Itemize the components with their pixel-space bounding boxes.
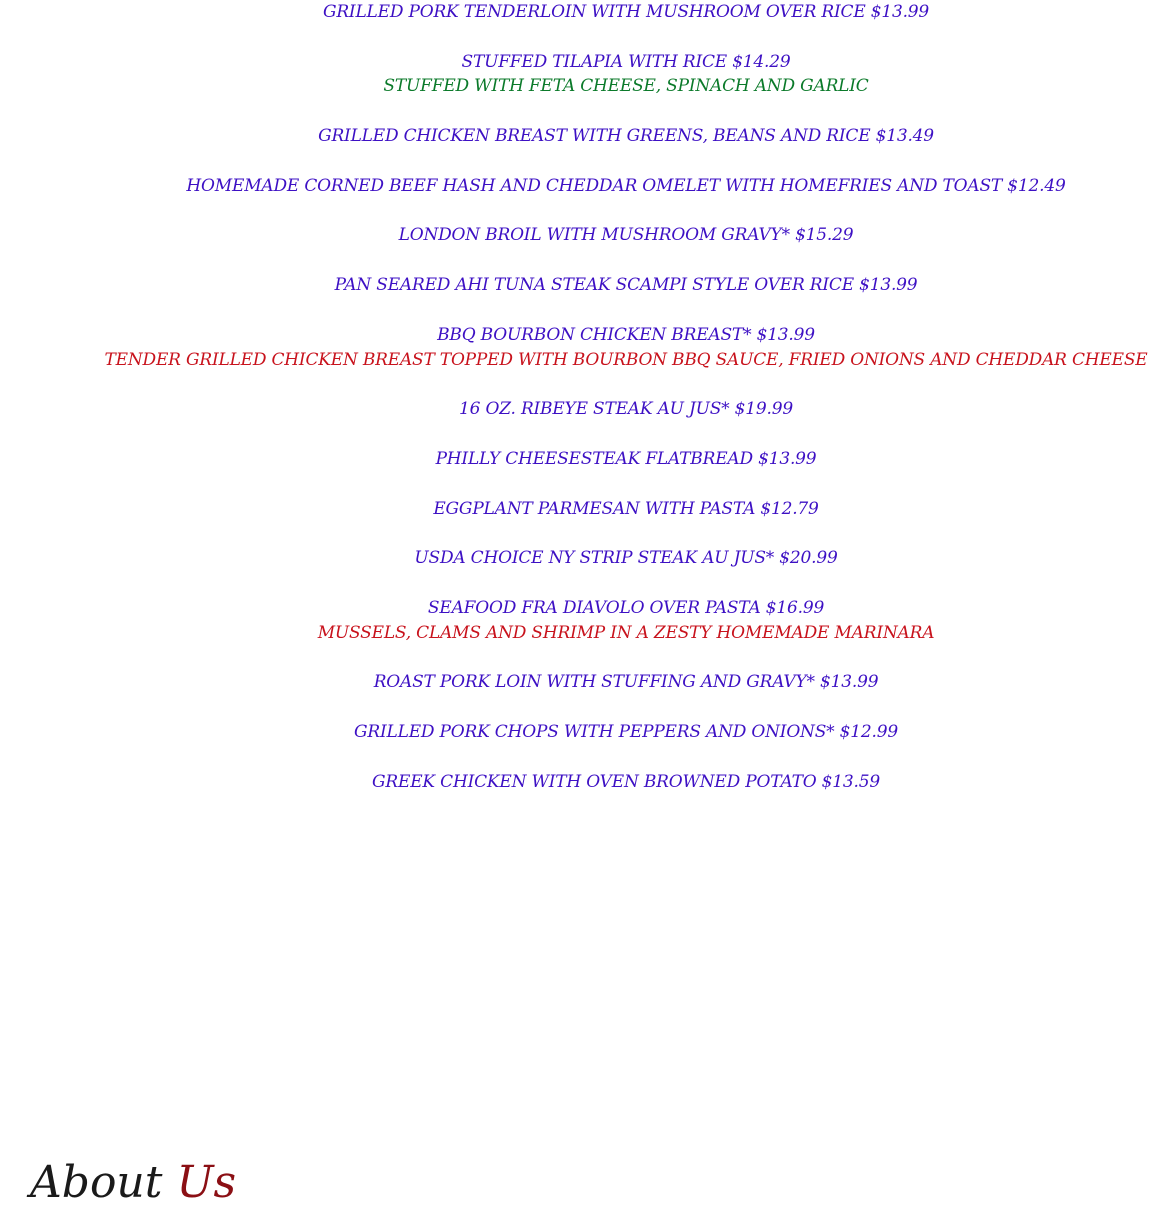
menu-item-title: HOMEMADE CORNED BEEF HASH AND CHEDDAR OMELET WITH HOMEFRIES AND TOAST $12.49 <box>186 176 1066 196</box>
menu-item-title: 16 OZ. RIBEYE STEAK AU JUS* $19.99 <box>459 399 793 419</box>
menu-item-title: GRILLED PORK TENDERLOIN WITH MUSHROOM OVER RICE $13.99 <box>322 2 930 22</box>
menu-item-title: GREEK CHICKEN WITH OVEN BROWNED POTATO $13.59 <box>372 772 880 792</box>
menu-item-title: STUFFED TILAPIA WITH RICE $14.29 <box>461 52 791 72</box>
heading-word-about: About <box>30 1157 163 1208</box>
menu-item-title: ROAST PORK LOIN WITH STUFFING AND GRAVY* $13.99 <box>373 672 879 692</box>
menu-item-description: TENDER GRILLED CHICKEN BREAST TOPPED WITH BOURBON BBQ SAUCE, FRIED ONIONS AND CHEDDAR CHEESE <box>104 350 1148 370</box>
about-us-heading <box>30 1158 236 1208</box>
menu-item-description: MUSSELS, CLAMS AND SHRIMP IN A ZESTY HOMEMADE MARINARA <box>317 623 935 643</box>
menu-item-title: PHILLY CHEESESTEAK FLATBREAD $13.99 <box>435 449 817 469</box>
menu-item-title: EGGPLANT PARMESAN WITH PASTA $12.79 <box>433 499 819 519</box>
heading-word-us: Us <box>176 1157 237 1208</box>
menu-item-description: STUFFED WITH FETA CHEESE, SPINACH AND GARLIC <box>383 76 869 96</box>
menu-item-title: USDA CHOICE NY STRIP STEAK AU JUS* $20.99 <box>414 548 838 568</box>
menu-item-title: GRILLED CHICKEN BREAST WITH GREENS, BEANS AND RICE $13.49 <box>318 126 934 146</box>
menu-item-title: GRILLED PORK CHOPS WITH PEPPERS AND ONIONS* $12.99 <box>354 722 898 742</box>
menu-item-title: SEAFOOD FRA DIAVOLO OVER PASTA $16.99 <box>427 598 825 618</box>
menu-item-title: BBQ BOURBON CHICKEN BREAST* $13.99 <box>437 325 815 345</box>
menu-item-title: PAN SEARED AHI TUNA STEAK SCAMPI STYLE OVER RICE $13.99 <box>334 275 918 295</box>
menu-item-title: LONDON BROIL WITH MUSHROOM GRAVY* $15.29 <box>398 225 854 245</box>
